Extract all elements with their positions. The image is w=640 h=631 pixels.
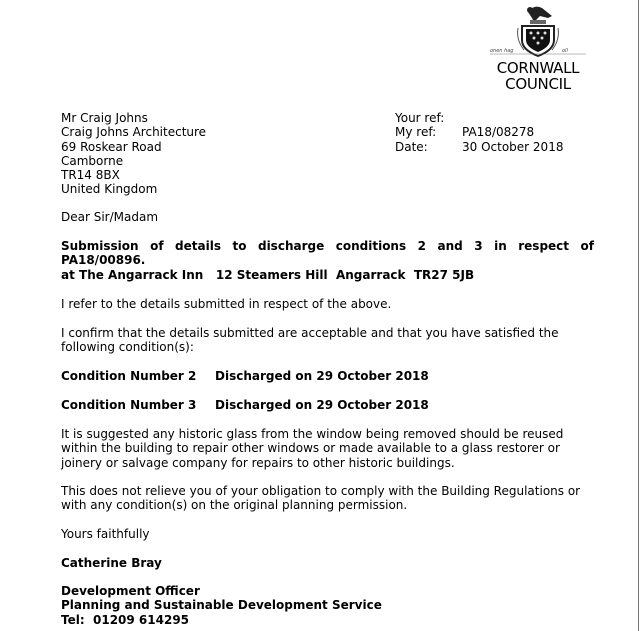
condition-status: Discharged on 29 October 2018 <box>215 398 429 412</box>
closing: Yours faithfully <box>61 527 150 541</box>
logo-line2: COUNCIL <box>505 75 571 93</box>
logo-line1: CORNWALL <box>496 59 580 77</box>
condition-number: Condition Number 2 <box>61 369 197 383</box>
signatory-title: Development Officer <box>61 584 200 598</box>
paragraph-refer: I refer to the details submitted in respect of the above. <box>61 297 392 311</box>
my-ref-label: My ref: <box>395 125 437 140</box>
text-line: within the building to repair other windows or made available to a glass restorer or <box>61 441 560 456</box>
signatory-name: Catherine Bray <box>61 556 162 570</box>
condition-status: Discharged on 29 October 2018 <box>215 369 429 383</box>
salutation: Dear Sir/Madam <box>61 210 159 224</box>
svg-text:oll: oll <box>562 48 568 54</box>
recipient-name: Mr Craig Johns <box>61 111 148 125</box>
page-edge <box>638 0 639 631</box>
condition-2 <box>61 369 429 383</box>
date-value: 30 October 2018 <box>462 139 564 154</box>
text-line: joinery or salvage company for repairs to other historic buildings. <box>61 455 455 470</box>
subject-line2: PA18/00896. <box>61 253 146 267</box>
coat-of-arms-icon <box>486 2 590 62</box>
recipient-address <box>61 111 206 197</box>
date-label: Date: <box>395 139 428 154</box>
paragraph-confirm <box>61 326 559 355</box>
signatory-tel: Tel: 01209 614295 <box>61 612 190 627</box>
cornwall-council-logo <box>486 2 590 94</box>
text-line: with any condition(s) on the original planning permission. <box>61 498 408 513</box>
motto: onen hag <box>490 48 514 54</box>
recipient-postcode: TR14 8BX <box>61 168 120 183</box>
condition-number: Condition Number 3 <box>61 398 197 412</box>
paragraph-obligation <box>61 484 580 513</box>
subject-line1: Submission of details to discharge conditions 2 and 3 in respect of <box>61 239 594 253</box>
condition-3 <box>61 398 429 412</box>
recipient-company: Craig Johns Architecture <box>61 125 207 140</box>
your-ref-label: Your ref: <box>395 111 445 125</box>
text-line: I confirm that the details submitted are acceptable and that you have satisfied the <box>61 326 559 340</box>
signatory-service: Planning and Sustainable Development Service <box>61 598 382 613</box>
text-line: It is suggested any historic glass from the window being removed should be reused <box>61 427 564 441</box>
recipient-country: United Kingdom <box>61 182 158 197</box>
recipient-street: 69 Roskear Road <box>61 139 162 154</box>
signatory-details <box>61 584 382 627</box>
paragraph-historic-glass <box>61 427 563 470</box>
recipient-town: Camborne <box>61 153 124 168</box>
my-ref-value: PA18/08278 <box>462 125 535 140</box>
subject-line3: at The Angarrack Inn 12 Steamers Hill Angarrack TR27 5JB <box>61 268 475 282</box>
text-line: following condition(s): <box>61 340 194 355</box>
text-line: This does not relieve you of your obligation to comply with the Building Regulations or <box>61 484 581 498</box>
reference-block <box>395 111 563 154</box>
